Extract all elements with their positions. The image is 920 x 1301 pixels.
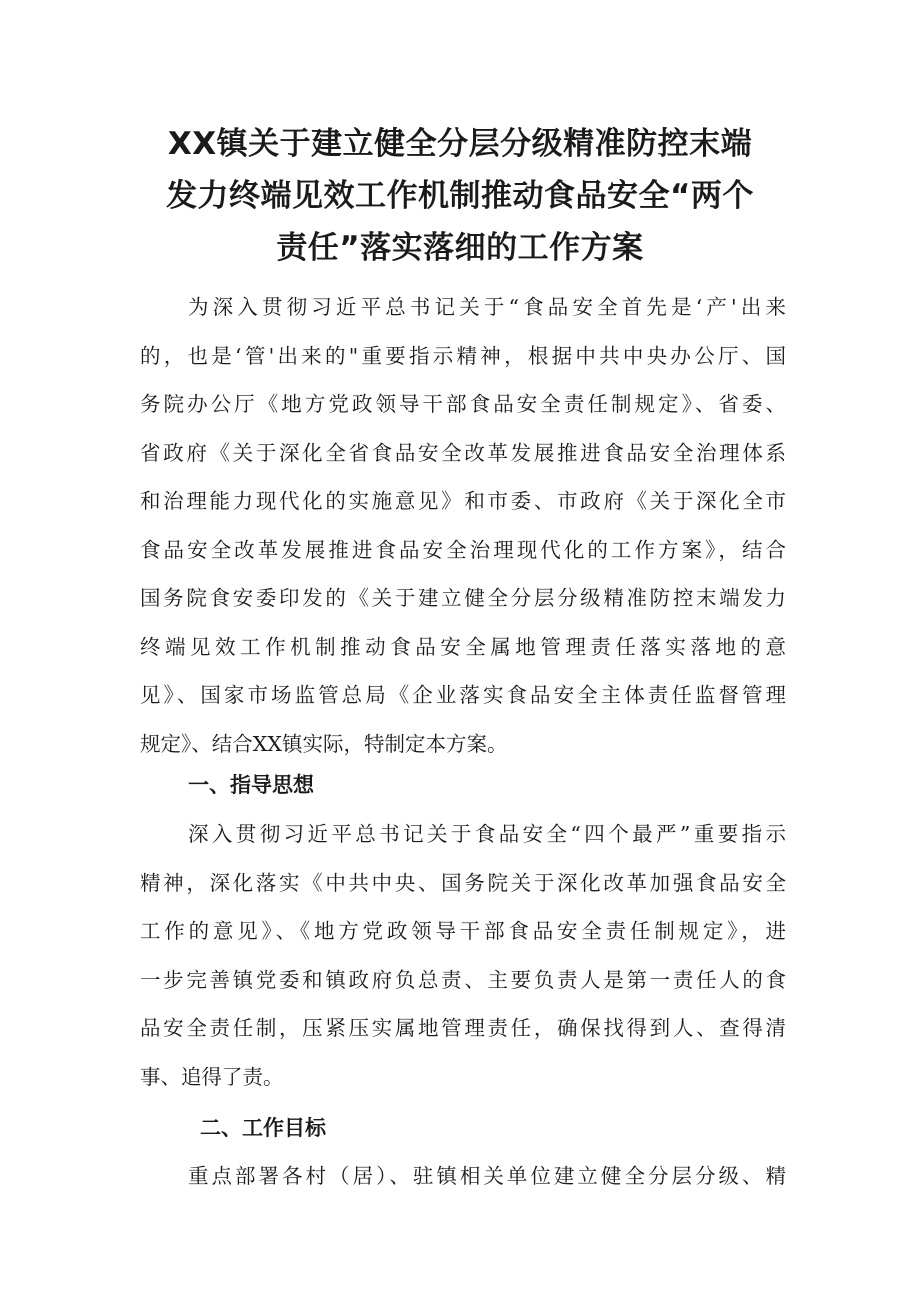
- document-title: [130, 118, 790, 274]
- text-line: 终端见效工作机制推动食品安全属地管理责任落实落地的意: [140, 634, 786, 659]
- text-line: 的，也是‘管'出来的"重要指示精神，根据中共中央办公厅、国: [140, 343, 786, 368]
- section-heading-guiding-thought: 一、指导思想: [188, 773, 314, 797]
- title-line: 发力终端见效工作机制推动食品安全“两个: [166, 178, 754, 214]
- text-line: 和治理能力现代化的实施意见》和市委、市政府《关于深化全市: [140, 489, 786, 513]
- text-line: 国务院食安委印发的《关于建立健全分层分级精准防控末端发力: [140, 586, 786, 610]
- section1-paragraph: [140, 810, 786, 1101]
- text-line: 省政府《关于深化全省食品安全改革发展推进食品安全治理体系: [140, 440, 786, 465]
- section2-paragraph: [140, 1152, 786, 1201]
- intro-paragraph: [140, 283, 786, 768]
- title-line: XX镇关于建立健全分层分级精准防控末端: [167, 126, 753, 162]
- text-line: 一步完善镇党委和镇政府负总责、主要负责人是第一责任人的食: [140, 967, 786, 992]
- text-line: 工作的意见》、《地方党政领导干部食品安全责任制规定》，进: [140, 919, 786, 943]
- text-line: 重点部署各村（居）、驻镇相关单位建立健全分层分级、精: [188, 1164, 786, 1188]
- text-line: 深入贯彻习近平总书记关于食品安全“四个最严”重要指示: [188, 822, 786, 846]
- text-line: 为深入贯彻习近平总书记关于“食品安全首先是‘产'出来: [188, 295, 786, 319]
- text-line: 食品安全改革发展推进食品安全治理现代化的工作方案》，结合: [140, 537, 786, 562]
- text-line: 精神，深化落实《中共中央、国务院关于深化改革加强食品安全: [140, 870, 786, 895]
- section-heading-work-goals: 二、工作目标: [200, 1116, 326, 1140]
- text-line: 事、追得了责。: [140, 1064, 284, 1089]
- text-line: 品安全责任制，压紧压实属地管理责任，确保找得到人、查得清: [140, 1016, 786, 1040]
- text-line: 见》、国家市场监管总局《企业落实食品安全主体责任监督管理: [140, 683, 786, 707]
- text-line: 务院办公厅《地方党政领导干部食品安全责任制规定》、省委、: [140, 392, 786, 416]
- title-line: 责任”落实落细的工作方案: [276, 230, 644, 266]
- text-line: 规定》、结合XX镇实际，特制定本方案。: [140, 731, 508, 756]
